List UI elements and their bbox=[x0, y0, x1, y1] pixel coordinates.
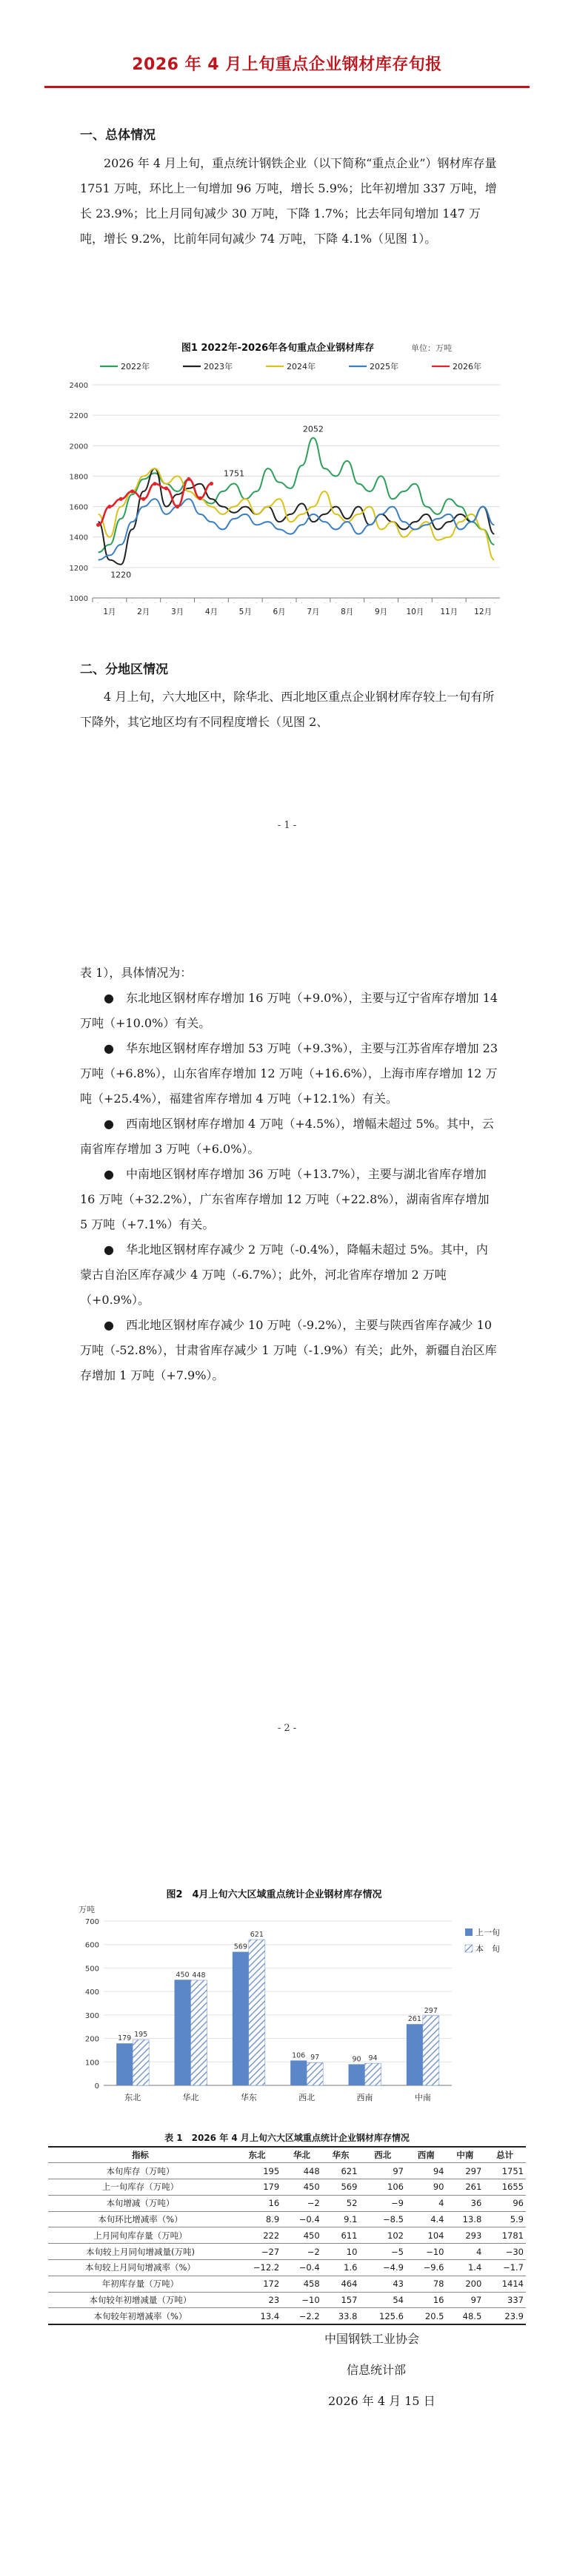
bar-prev-label: 450 bbox=[176, 1971, 190, 1980]
dekad-tick: · bbox=[437, 601, 438, 606]
bar-prev bbox=[116, 2043, 133, 2085]
table-cell: 297 bbox=[447, 2163, 484, 2179]
dekad-tick: · bbox=[267, 601, 269, 606]
y-tick-label: 1800 bbox=[69, 473, 88, 482]
annotation-peak-label: 2052 bbox=[302, 424, 324, 434]
table-cell: −10 bbox=[281, 2292, 322, 2308]
bar-prev-label: 569 bbox=[233, 1943, 247, 1951]
table-cell: 125.6 bbox=[359, 2308, 406, 2324]
section-2-intro-cont: 表 1），具体情况为： bbox=[80, 966, 193, 980]
section-2-heading: 二、分地区情况 bbox=[80, 662, 168, 677]
table-header-row bbox=[48, 2147, 526, 2163]
table-row-label: 本旬增减（万吨） bbox=[48, 2195, 233, 2211]
dekad-tick: · bbox=[154, 601, 156, 606]
table-cell: 90 bbox=[406, 2179, 447, 2196]
x-tick-label: 9月 bbox=[374, 608, 388, 616]
dekad-tick: · bbox=[358, 601, 359, 606]
table-cell: −5 bbox=[359, 2244, 406, 2260]
page-number: - 2 - bbox=[277, 1723, 297, 1734]
table-cell: 261 bbox=[447, 2179, 484, 2196]
x-tick-label: 3月 bbox=[170, 608, 184, 616]
table-header-cell: 指标 bbox=[48, 2147, 233, 2163]
x-tick-label: 11月 bbox=[440, 608, 458, 616]
table-cell: 1.4 bbox=[447, 2260, 484, 2276]
table-cell: 222 bbox=[233, 2227, 281, 2244]
series-point bbox=[107, 505, 111, 508]
table-cell: 23 bbox=[233, 2292, 281, 2308]
figure-1 bbox=[56, 339, 522, 650]
table-cell: 569 bbox=[322, 2179, 360, 2196]
x-tick-label: 中南 bbox=[414, 2093, 431, 2102]
table-header-cell: 华东 bbox=[322, 2147, 360, 2163]
table-cell: 43 bbox=[359, 2276, 406, 2292]
table-header-cell: 西南 bbox=[406, 2147, 447, 2163]
figure-2 bbox=[59, 1886, 518, 2115]
table-header-cell: 东北 bbox=[233, 2147, 281, 2163]
table-cell: 293 bbox=[447, 2227, 484, 2244]
chart-1-title: 图1 2022年-2026年各旬重点企业钢材库存 bbox=[181, 343, 375, 354]
table-cell: 97 bbox=[447, 2292, 484, 2308]
region-bullet-item: ● 西南地区钢材库存增加 4 万吨（+4.5%），增幅未超过 5%。其中，云南省库存增加 3 万吨（+6.0%）。 bbox=[80, 1117, 494, 1156]
dekad-tick: · bbox=[482, 601, 484, 606]
series-point bbox=[210, 482, 213, 485]
y-tick-label: 2000 bbox=[69, 443, 88, 451]
table-1-title: 表 1 2026 年 4 月上旬六大区域重点统计企业钢材库存情况 bbox=[164, 2133, 410, 2143]
report-title: 2026 年 4 月上旬重点企业钢材库存旬报 bbox=[132, 56, 442, 74]
x-tick-label: 6月 bbox=[273, 608, 286, 616]
table-cell: 102 bbox=[359, 2227, 406, 2244]
table-header-cell: 华北 bbox=[281, 2147, 322, 2163]
table-cell: 195 bbox=[233, 2163, 281, 2179]
dekad-tick: · bbox=[335, 601, 337, 606]
table-cell: 106 bbox=[359, 2179, 406, 2196]
table-cell: −1.7 bbox=[484, 2260, 526, 2276]
section-1-paragraph bbox=[80, 151, 498, 252]
table-cell: 20.5 bbox=[406, 2308, 447, 2324]
y-tick-label: 1200 bbox=[69, 564, 88, 573]
table-row-label: 本旬库存（万吨） bbox=[48, 2163, 233, 2179]
series-line-0 bbox=[99, 438, 495, 553]
table-row bbox=[48, 2276, 526, 2292]
x-tick-label: 华北 bbox=[182, 2093, 199, 2102]
bar-curr-label: 448 bbox=[192, 1971, 206, 1980]
table-row bbox=[48, 2227, 526, 2244]
series-point bbox=[141, 497, 145, 501]
table-cell: 48.5 bbox=[447, 2308, 484, 2324]
dekad-tick: · bbox=[187, 601, 190, 606]
bar-prev-label: 261 bbox=[407, 2015, 421, 2024]
bar-curr bbox=[133, 2039, 149, 2085]
chart-2-title: 图2 4月上旬六大区域重点统计企业钢材库存情况 bbox=[166, 1889, 382, 1900]
x-tick-label: 2月 bbox=[137, 608, 150, 616]
table-cell: 621 bbox=[322, 2163, 360, 2179]
region-bullet-item: ● 华东地区钢材库存增加 53 万吨（+9.3%），主要与江苏省库存增加 23 万吨（+6.8%），山东省库存增加 12 万吨（+16.6%），上海市库存增加 12 万吨（+25.4%），福建省库存增加 4 万吨（+12.1%）有关。 bbox=[80, 1041, 498, 1106]
table-cell: 179 bbox=[233, 2179, 281, 2196]
table-row bbox=[48, 2195, 526, 2211]
dekad-tick: · bbox=[199, 601, 201, 606]
x-tick-label: 7月 bbox=[307, 608, 320, 616]
bar-curr-label: 621 bbox=[250, 1931, 264, 1940]
bar-prev-label: 90 bbox=[352, 2055, 361, 2064]
dekad-tick: · bbox=[346, 601, 348, 606]
x-tick-label: 5月 bbox=[238, 608, 252, 616]
dekad-tick: · bbox=[380, 601, 382, 606]
legend-swatch-prev bbox=[465, 1928, 473, 1936]
y-tick-label: 600 bbox=[84, 1941, 99, 1950]
table-cell: 458 bbox=[281, 2276, 322, 2292]
table-row-label: 本旬较上月同旬增减率（%） bbox=[48, 2260, 233, 2276]
dekad-tick: · bbox=[448, 601, 450, 606]
table-row-label: 本旬较上月同旬增减量(万吨) bbox=[48, 2244, 233, 2260]
annotation-peak-label: 1751 bbox=[223, 468, 244, 479]
table-1 bbox=[48, 2146, 526, 2325]
dekad-tick: · bbox=[142, 601, 144, 606]
table-cell: 1751 bbox=[484, 2163, 526, 2179]
dekad-tick: · bbox=[414, 601, 416, 606]
table-row bbox=[48, 2308, 526, 2324]
table-cell: 13.8 bbox=[447, 2211, 484, 2227]
region-bullet-item: ● 中南地区钢材库存增加 36 万吨（+13.7%），主要与湖北省库存增加 16 万吨（+32.2%），广东省库存增加 12 万吨（+22.8%），湖南省库存增加 5 万吨（+7.1%）有关。 bbox=[80, 1167, 490, 1231]
table-row bbox=[48, 2179, 526, 2196]
table-cell: 5.9 bbox=[484, 2211, 526, 2227]
bar-prev-label: 106 bbox=[292, 2051, 306, 2060]
bar-curr-label: 97 bbox=[310, 2054, 320, 2062]
dekad-tick: · bbox=[256, 601, 258, 606]
table-row-label: 本旬环比增减率（%） bbox=[48, 2211, 233, 2227]
table-row-label: 上一旬库存（万吨） bbox=[48, 2179, 233, 2196]
table-cell: 448 bbox=[281, 2163, 322, 2179]
section-2-intro bbox=[80, 685, 498, 735]
table-cell: 36 bbox=[447, 2195, 484, 2211]
table-cell: 1414 bbox=[484, 2276, 526, 2292]
series-line-1 bbox=[99, 468, 495, 565]
table-cell: 200 bbox=[447, 2276, 484, 2292]
table-cell: 1655 bbox=[484, 2179, 526, 2196]
bar-chart-regions bbox=[59, 1886, 518, 2115]
table-header-cell: 总计 bbox=[484, 2147, 526, 2163]
legend-label-2: 2024年 bbox=[287, 362, 316, 371]
table-cell: −2 bbox=[281, 2244, 322, 2260]
bar-prev bbox=[233, 1952, 249, 2085]
series-point bbox=[176, 505, 179, 508]
table-row-label: 年初库存量（万吨） bbox=[48, 2276, 233, 2292]
dekad-tick: · bbox=[301, 601, 303, 606]
dekad-tick: · bbox=[290, 601, 292, 606]
y-tick-label: 2200 bbox=[69, 412, 88, 421]
dekad-tick: · bbox=[108, 601, 110, 606]
bar-curr bbox=[307, 2062, 323, 2085]
series-point bbox=[96, 523, 100, 527]
y-tick-label: 400 bbox=[84, 1988, 99, 1997]
table-row bbox=[48, 2260, 526, 2276]
bar-curr-label: 195 bbox=[134, 2031, 148, 2039]
legend-label-0: 2022年 bbox=[121, 362, 150, 371]
table-cell: 104 bbox=[406, 2227, 447, 2244]
dekad-tick: · bbox=[210, 601, 213, 606]
line-chart-inventory bbox=[56, 339, 522, 650]
table-header-cell: 中南 bbox=[447, 2147, 484, 2163]
y-tick-label: 0 bbox=[94, 2082, 99, 2091]
bar-prev bbox=[349, 2064, 365, 2085]
table-cell: −2.2 bbox=[281, 2308, 322, 2324]
y-tick-label: 1000 bbox=[69, 595, 88, 603]
series-point bbox=[187, 477, 190, 481]
dekad-tick: · bbox=[131, 601, 133, 606]
region-bullet-list bbox=[80, 986, 498, 1388]
legend-label-4: 2026年 bbox=[453, 362, 481, 371]
x-tick-label: 西南 bbox=[356, 2093, 373, 2102]
y-tick-label: 300 bbox=[84, 2011, 99, 2020]
footer-dept: 信息统计部 bbox=[347, 2363, 407, 2377]
table-cell: −30 bbox=[484, 2244, 526, 2260]
bar-prev-label: 179 bbox=[118, 2034, 132, 2043]
dekad-tick: · bbox=[425, 601, 427, 606]
y-tick-label: 700 bbox=[84, 1918, 99, 1926]
dekad-tick: · bbox=[403, 601, 405, 606]
series-point bbox=[164, 486, 168, 490]
table-cell: 16 bbox=[406, 2292, 447, 2308]
dekad-tick: · bbox=[278, 601, 281, 606]
table-cell: 337 bbox=[484, 2292, 526, 2308]
table-cell: −0.4 bbox=[281, 2260, 322, 2276]
table-cell: 9.1 bbox=[322, 2211, 360, 2227]
table-cell: 1781 bbox=[484, 2227, 526, 2244]
bar-curr-label: 297 bbox=[424, 2006, 438, 2015]
table-cell: 54 bbox=[359, 2292, 406, 2308]
dekad-tick: · bbox=[324, 601, 326, 606]
annotation-low-label: 1220 bbox=[110, 570, 132, 580]
section-1-heading: 一、总体情况 bbox=[80, 128, 156, 143]
dekad-tick: · bbox=[221, 601, 224, 606]
legend-label-3: 2025年 bbox=[370, 362, 398, 371]
table-cell: 97 bbox=[359, 2163, 406, 2179]
table-cell: 464 bbox=[322, 2276, 360, 2292]
table-cell: −27 bbox=[233, 2244, 281, 2260]
table-row bbox=[48, 2292, 526, 2308]
footer-org: 中国钢铁工业协会 bbox=[324, 2332, 420, 2346]
table-cell: −4.9 bbox=[359, 2260, 406, 2276]
footer-date: 2026 年 4 月 15 日 bbox=[328, 2394, 435, 2408]
table-cell: 4.4 bbox=[406, 2211, 447, 2227]
table-cell: 10 bbox=[322, 2244, 360, 2260]
title-divider bbox=[44, 86, 530, 88]
bar-curr bbox=[249, 1940, 265, 2085]
dekad-tick: · bbox=[312, 601, 314, 606]
dekad-tick: · bbox=[391, 601, 393, 606]
section-2-continued bbox=[80, 961, 498, 1388]
y-tick-label: 200 bbox=[84, 2035, 99, 2044]
legend-label-prev: 上一旬 bbox=[475, 1928, 500, 1937]
table-cell: 611 bbox=[322, 2227, 360, 2244]
table-cell: −10 bbox=[406, 2244, 447, 2260]
table-cell: 94 bbox=[406, 2163, 447, 2179]
table-cell: 16 bbox=[233, 2195, 281, 2211]
section-1-text: 2026 年 4 月上旬，重点统计钢铁企业（以下简称“重点企业”）钢材库存量 1751 万吨，环比上一旬增加 96 万吨，增长 5.9%；比年初增加 337 万吨，增长 23.9%；比上月同旬减少 30 万吨，下降 1.7%；比去年同旬增加 147 万吨，增长 9.2%，比前年同旬减少 74 万吨，下降 4.1%（见图 1）。 bbox=[80, 156, 497, 246]
y-tick-label: 500 bbox=[84, 1965, 99, 1974]
y-tick-label: 1600 bbox=[69, 503, 88, 512]
table-row-label: 本旬较年初增减量（万吨） bbox=[48, 2292, 233, 2308]
legend-swatch-curr bbox=[465, 1945, 473, 1952]
table-cell: 4 bbox=[406, 2195, 447, 2211]
table-row bbox=[48, 2211, 526, 2227]
x-tick-label: 12月 bbox=[474, 608, 493, 616]
bar-curr bbox=[365, 2063, 381, 2085]
table-cell: 78 bbox=[406, 2276, 447, 2292]
chart-2-unit: 万吨 bbox=[79, 1905, 95, 1914]
table-row bbox=[48, 2163, 526, 2179]
table-cell: 4 bbox=[447, 2244, 484, 2260]
dekad-tick: · bbox=[470, 601, 473, 606]
series-line-2 bbox=[99, 468, 495, 559]
dekad-tick: · bbox=[233, 601, 235, 606]
dekad-tick: · bbox=[97, 601, 99, 606]
legend-label-curr: 本 旬 bbox=[475, 1944, 500, 1954]
page-number: - 1 - bbox=[277, 820, 297, 831]
table-cell: 13.4 bbox=[233, 2308, 281, 2324]
series-point bbox=[119, 497, 123, 501]
table-row-label: 本旬较年初增减率（%） bbox=[48, 2308, 233, 2324]
table-cell: −9 bbox=[359, 2195, 406, 2211]
y-tick-label: 1400 bbox=[69, 534, 88, 542]
bar-prev bbox=[290, 2060, 307, 2085]
dekad-tick: · bbox=[459, 601, 461, 606]
table-cell: 52 bbox=[322, 2195, 360, 2211]
dekad-tick: · bbox=[369, 601, 371, 606]
dekad-tick: · bbox=[120, 601, 122, 606]
table-cell: 172 bbox=[233, 2276, 281, 2292]
bar-prev bbox=[175, 1980, 191, 2085]
x-tick-label: 8月 bbox=[341, 608, 354, 616]
y-tick-label: 2400 bbox=[69, 382, 88, 390]
y-tick-label: 100 bbox=[84, 2059, 99, 2068]
table-cell: 8.9 bbox=[233, 2211, 281, 2227]
section-2-intro-text: 4 月上旬，六大地区中，除华北、西北地区重点企业钢材库存较上一旬有所下降外，其它地区均有不同程度增长（见图 2、 bbox=[80, 690, 495, 729]
x-tick-label: 东北 bbox=[124, 2093, 141, 2102]
x-tick-label: 西北 bbox=[298, 2093, 316, 2102]
series-point bbox=[130, 489, 134, 493]
series-point bbox=[198, 497, 202, 500]
x-tick-label: 华东 bbox=[240, 2093, 257, 2102]
region-bullet-item: ● 西北地区钢材库存减少 10 万吨（-9.2%），主要与陕西省库存减少 10 万吨（-52.8%），甘肃省库存减少 1 万吨（-1.9%）有关；此外，新疆自治区库存增加 1 万吨（+7.9%）。 bbox=[80, 1318, 497, 1382]
dekad-tick: · bbox=[165, 601, 167, 606]
table-body bbox=[48, 2163, 526, 2324]
dekad-tick: · bbox=[176, 601, 178, 606]
table-cell: 1.6 bbox=[322, 2260, 360, 2276]
table-row-label: 上月同旬库存量（万吨） bbox=[48, 2227, 233, 2244]
table-row bbox=[48, 2244, 526, 2260]
table-cell: −0.4 bbox=[281, 2211, 322, 2227]
table-cell: −2 bbox=[281, 2195, 322, 2211]
chart-1-unit: 单位：万吨 bbox=[411, 343, 452, 353]
table-cell: −9.6 bbox=[406, 2260, 447, 2276]
bar-curr-label: 94 bbox=[368, 2054, 378, 2063]
region-inventory-table bbox=[48, 2146, 526, 2325]
bar-prev bbox=[407, 2024, 423, 2085]
series-point bbox=[153, 482, 156, 485]
table-cell: 450 bbox=[281, 2179, 322, 2196]
x-tick-label: 10月 bbox=[406, 608, 424, 616]
table-cell: 157 bbox=[322, 2292, 360, 2308]
legend-label-1: 2023年 bbox=[204, 362, 233, 371]
table-cell: −12.2 bbox=[233, 2260, 281, 2276]
bar-curr bbox=[191, 1980, 207, 2085]
table-header-cell: 西北 bbox=[359, 2147, 406, 2163]
x-tick-label: 1月 bbox=[103, 608, 116, 616]
region-bullet-item: ● 华北地区钢材库存减少 2 万吨（-0.4%），降幅未超过 5%。其中，内蒙古自治区库存减少 4 万吨（-6.7%）；此外，河北省库存增加 2 万吨（+0.9%）。 bbox=[80, 1242, 488, 1307]
table-cell: 23.9 bbox=[484, 2308, 526, 2324]
table-cell: 96 bbox=[484, 2195, 526, 2211]
table-cell: 33.8 bbox=[322, 2308, 360, 2324]
table-cell: 450 bbox=[281, 2227, 322, 2244]
region-bullet-item: ● 东北地区钢材库存增加 16 万吨（+9.0%），主要与辽宁省库存增加 14 万吨（+10.0%）有关。 bbox=[80, 991, 498, 1030]
dekad-tick: · bbox=[493, 601, 495, 606]
table-cell: −8.5 bbox=[359, 2211, 406, 2227]
dekad-tick: · bbox=[244, 601, 247, 606]
x-tick-label: 4月 bbox=[204, 608, 218, 616]
bar-curr bbox=[423, 2016, 439, 2085]
